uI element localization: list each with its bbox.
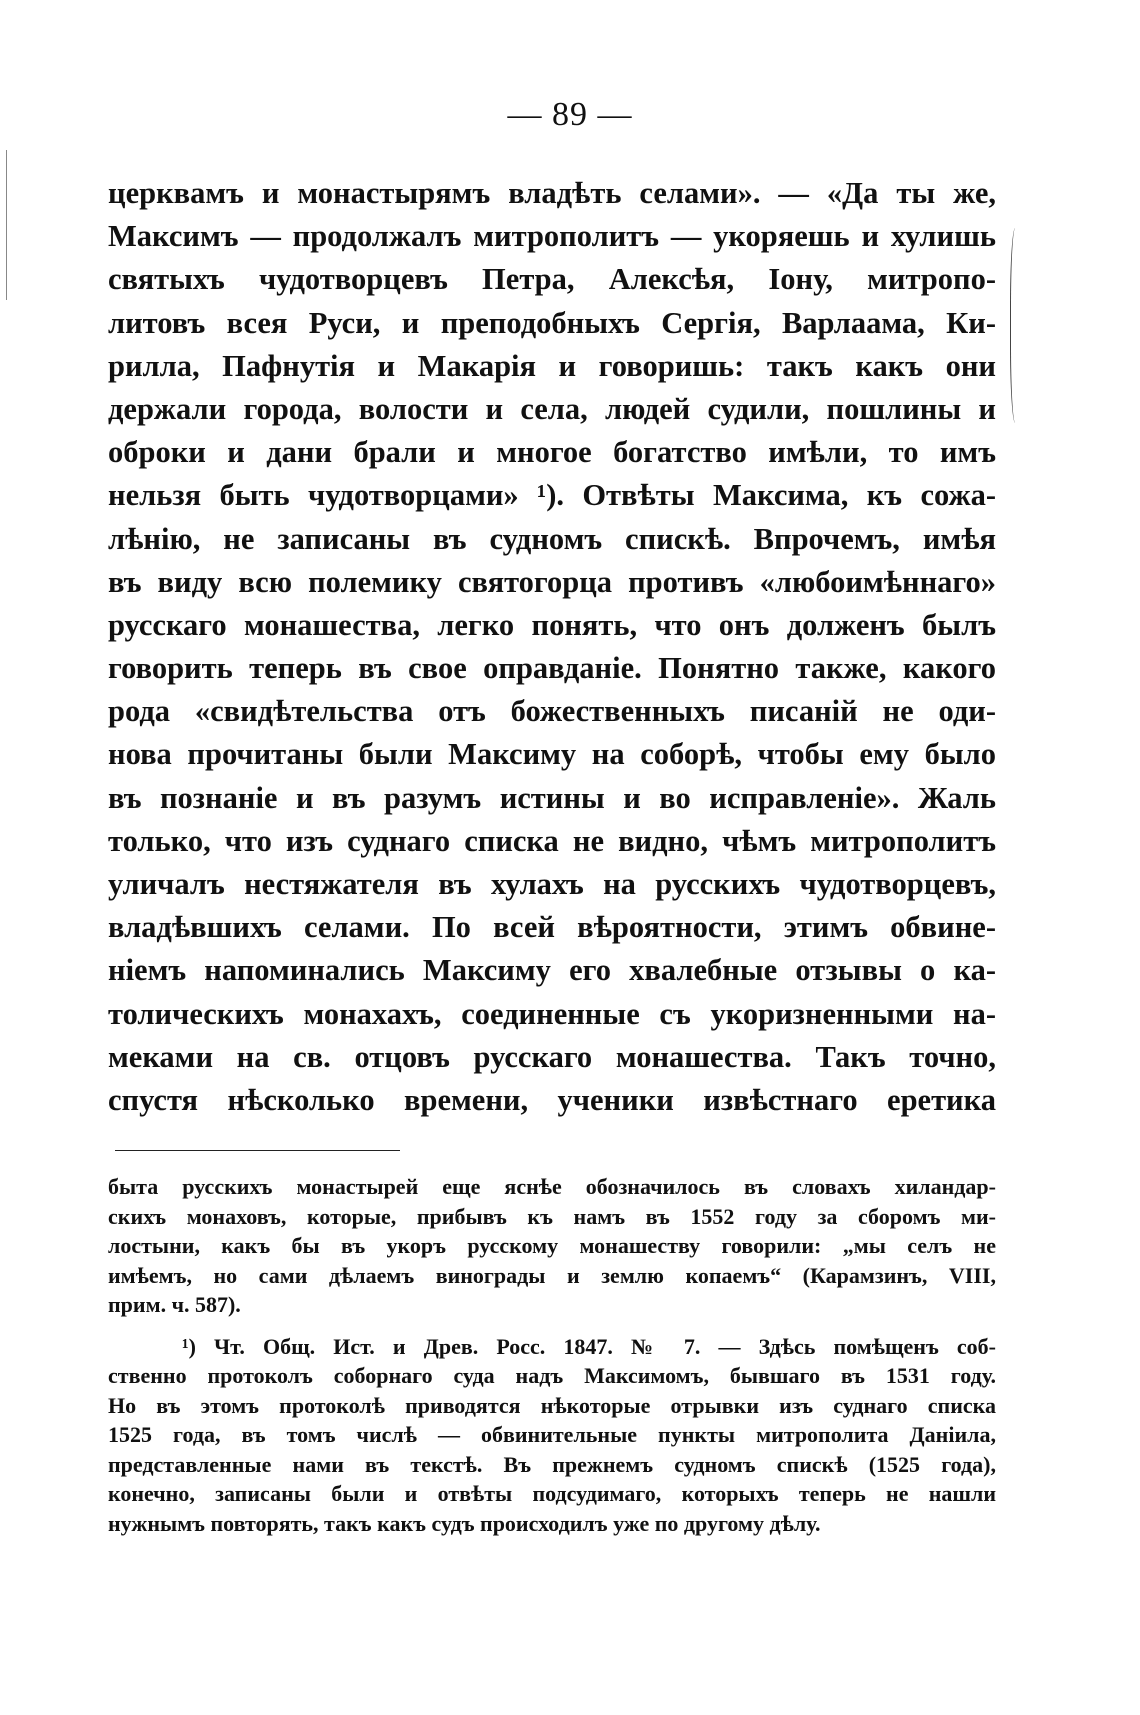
footnote-line: скихъ монаховъ, которые, прибывъ къ намъ въ 1552 году за сборомъ ми- <box>108 1203 996 1229</box>
text-line: ніемъ напоминались Максиму его хвалебные отзывы о ка- <box>108 953 996 988</box>
text-line: Максимъ — продолжалъ митрополитъ — укоряешь и хулишь <box>108 219 996 254</box>
footnote-line: лостыни, какъ бы въ укоръ русскому монашеству говорили: „мы селъ не <box>108 1233 996 1258</box>
footnote-line: конечно, записаны были и отвѣты подсудимаго, которыхъ теперь не нашли <box>108 1481 996 1506</box>
scan-edge-line <box>6 150 7 300</box>
text-line: святыхъ чудотворцевъ Петра, Алексѣя, Іону, митропо- <box>108 262 996 297</box>
footnote-line: представленные нами въ текстѣ. Въ прежнемъ судномъ спискѣ (1525 года), <box>108 1451 996 1477</box>
text-line: лѣнію, не записаны въ судномъ спискѣ. Впрочемъ, имѣя <box>108 521 996 556</box>
text-line: уличалъ нестяжателя въ хулахъ на русскихъ чудотворцевъ, <box>108 867 996 901</box>
footnote-line: прим. ч. 587). <box>108 1292 241 1317</box>
footnote-1 <box>108 1332 996 1539</box>
footnote-line: нужнымъ повторять, такъ какъ судъ происходилъ уже по другому дѣлу. <box>108 1510 821 1536</box>
text-line: оброки и дани брали и многое богатство имѣли, то имъ <box>108 435 996 470</box>
footnote-line: имѣемъ, но сами дѣлаемъ винограды и землю копаемъ“ (Карамзинъ, VIII, <box>108 1262 996 1288</box>
text-line: нова прочитаны были Максиму на соборѣ, чтобы ему было <box>108 737 996 772</box>
footnote-line: Но въ этомъ протоколѣ приводятся нѣкоторые отрывки изъ суднаго списка <box>108 1392 996 1418</box>
footnote-line: быта русскихъ монастырей еще яснѣе обозначилось въ словахъ хиландар- <box>108 1174 996 1199</box>
footnote-line: ¹) Чт. Общ. Ист. и Древ. Росс. 1847. № 7. — Здѣсь помѣщенъ соб- <box>182 1333 996 1359</box>
text-line: русскаго монашества, легко понять, что онъ долженъ былъ <box>108 607 996 642</box>
text-line: меками на св. отцовъ русскаго монашества. Такъ точно, <box>108 1039 996 1074</box>
text-line: толическихъ монахахъ, соединенные съ укоризненными на- <box>108 996 996 1031</box>
footnote-line: ственно протоколъ соборнаго суда надъ Максимомъ, бывшаго въ 1531 году. <box>108 1363 996 1388</box>
footnote-separator <box>115 1150 400 1151</box>
main-text <box>108 172 996 1122</box>
page-number: — 89 — <box>507 96 633 133</box>
text-line: владѣвшихъ селами. По всей вѣроятности, этимъ обвине- <box>108 910 996 945</box>
text-line: рилла, Пафнутія и Макарія и говоришь: такъ какъ они <box>108 348 996 383</box>
text-line: спустя нѣсколько времени, ученики извѣстнаго еретика <box>108 1082 996 1117</box>
text-line: церквамъ и монастырямъ владѣть селами». — «Да ты же, <box>108 176 996 210</box>
text-line: рода «свидѣтельства отъ божественныхъ писаній не оди- <box>108 694 996 729</box>
footnote-line: 1525 года, въ томъ числѣ — обвинительные пункты митрополита Даніила, <box>108 1422 996 1447</box>
footnote-continuation <box>108 1172 996 1320</box>
text-line: въ познаніе и въ разумъ истины и во исправленіе». Жаль <box>108 780 996 815</box>
text-line: только, что изъ суднаго списка не видно, чѣмъ митрополитъ <box>108 823 996 858</box>
text-line: въ виду всю полемику святогорца противъ «любоимѣннаго» <box>108 564 996 599</box>
text-line: говорить теперь въ свое оправданіе. Понятно также, какого <box>108 651 996 686</box>
margin-pencil-mark <box>1010 228 1023 423</box>
text-line: нельзя быть чудотворцами» ¹). Отвѣты Максима, къ сожа- <box>108 478 996 513</box>
footnotes <box>108 1172 996 1538</box>
text-line: литовъ всея Руси, и преподобныхъ Сергія, Варлаама, Ки- <box>108 305 996 340</box>
text-line: держали города, волости и села, людей судили, пошлины и <box>108 391 996 426</box>
footnote-gap <box>108 1320 996 1332</box>
